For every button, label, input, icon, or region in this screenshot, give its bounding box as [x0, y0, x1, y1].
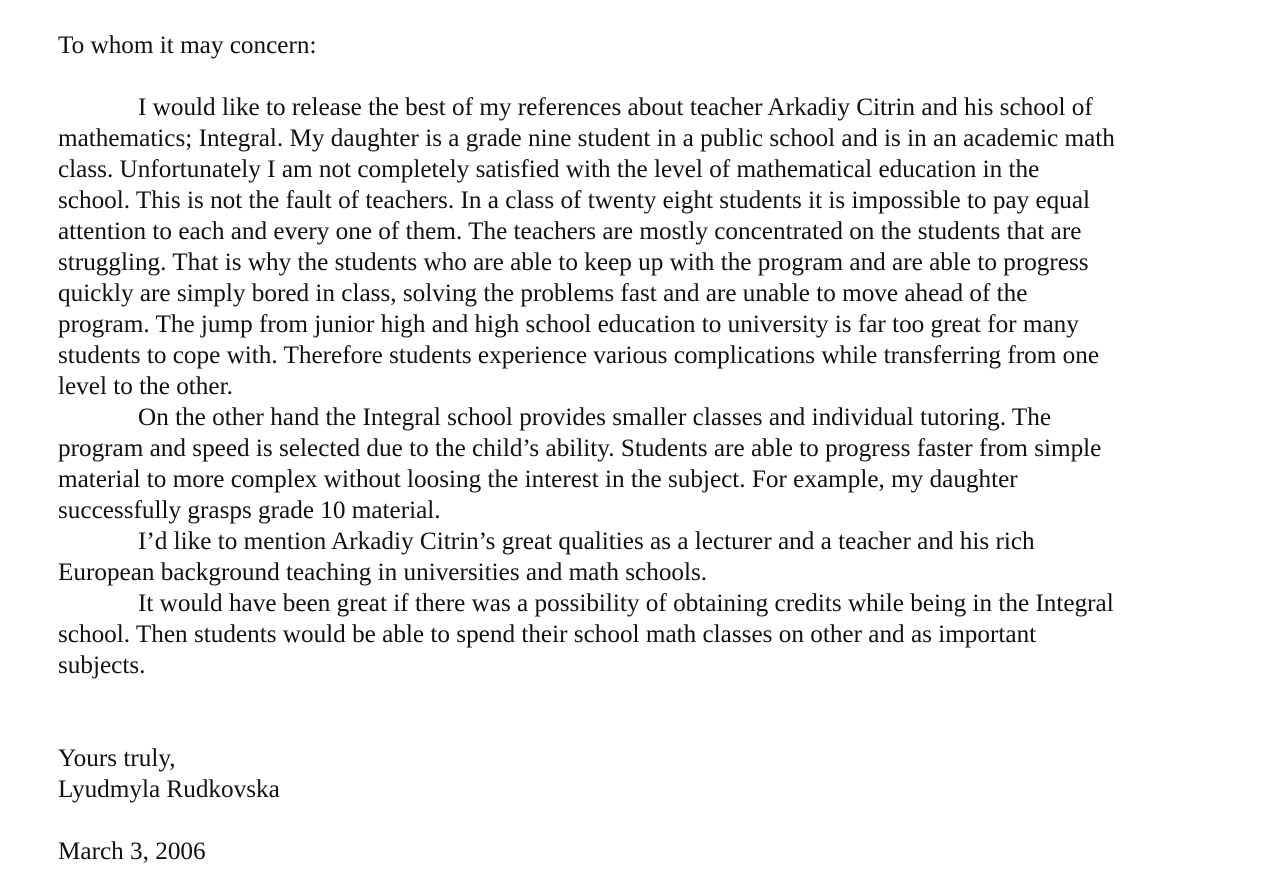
closing: Yours truly,	[58, 745, 176, 772]
paragraph-line: European background teaching in universities and math schools.	[58, 559, 708, 586]
paragraph-line: students to cope with. Therefore students experience various complications while transferring from one	[58, 342, 1100, 369]
paragraph-line: On the other hand the Integral school provides smaller classes and individual tutoring. The	[138, 404, 1052, 431]
paragraph-line: quickly are simply bored in class, solving the problems fast and are unable to move ahead of the	[58, 280, 1028, 307]
paragraph-line: subjects.	[58, 652, 146, 679]
paragraph-line: I would like to release the best of my references about teacher Arkadiy Citrin and his school of	[138, 94, 1093, 121]
paragraph-line: successfully grasps grade 10 material.	[58, 497, 441, 524]
paragraph-line: It would have been great if there was a possibility of obtaining credits while being in the Integral	[138, 590, 1114, 617]
spacer	[58, 61, 1238, 92]
paragraph-line: class. Unfortunately I am not completely satisfied with the level of mathematical education in the	[58, 156, 1040, 183]
paragraph-line: level to the other.	[58, 373, 233, 400]
signature-name: Lyudmyla Rudkovska	[58, 776, 280, 803]
paragraph-3	[58, 526, 1238, 588]
paragraph-4	[58, 588, 1238, 681]
paragraph-line: program and speed is selected due to the child’s ability. Students are able to progress faster from simple	[58, 435, 1102, 462]
paragraph-line: program. The jump from junior high and high school education to university is far too great for many	[58, 311, 1079, 338]
letter-document	[58, 30, 1238, 867]
paragraph-1	[58, 92, 1238, 402]
letter-date: March 3, 2006	[58, 838, 206, 865]
paragraph-line: school. This is not the fault of teachers. In a class of twenty eight students it is impossible to pay equal	[58, 187, 1091, 214]
paragraph-2	[58, 402, 1238, 526]
paragraph-line: school. Then students would be able to spend their school math classes on other and as important	[58, 621, 1037, 648]
paragraph-line: attention to each and every one of them. The teachers are mostly concentrated on the students that are	[58, 218, 1082, 245]
paragraph-line: material to more complex without loosing the interest in the subject. For example, my daughter	[58, 466, 1018, 493]
paragraph-line: I’d like to mention Arkadiy Citrin’s great qualities as a lecturer and a teacher and his rich	[138, 528, 1035, 555]
spacer	[58, 681, 1238, 743]
paragraph-line: struggling. That is why the students who are able to keep up with the program and are able to progress	[58, 249, 1089, 276]
salutation: To whom it may concern:	[58, 32, 317, 59]
paragraph-line: mathematics; Integral. My daughter is a grade nine student in a public school and is in an academic math	[58, 125, 1115, 152]
spacer	[58, 805, 1238, 836]
